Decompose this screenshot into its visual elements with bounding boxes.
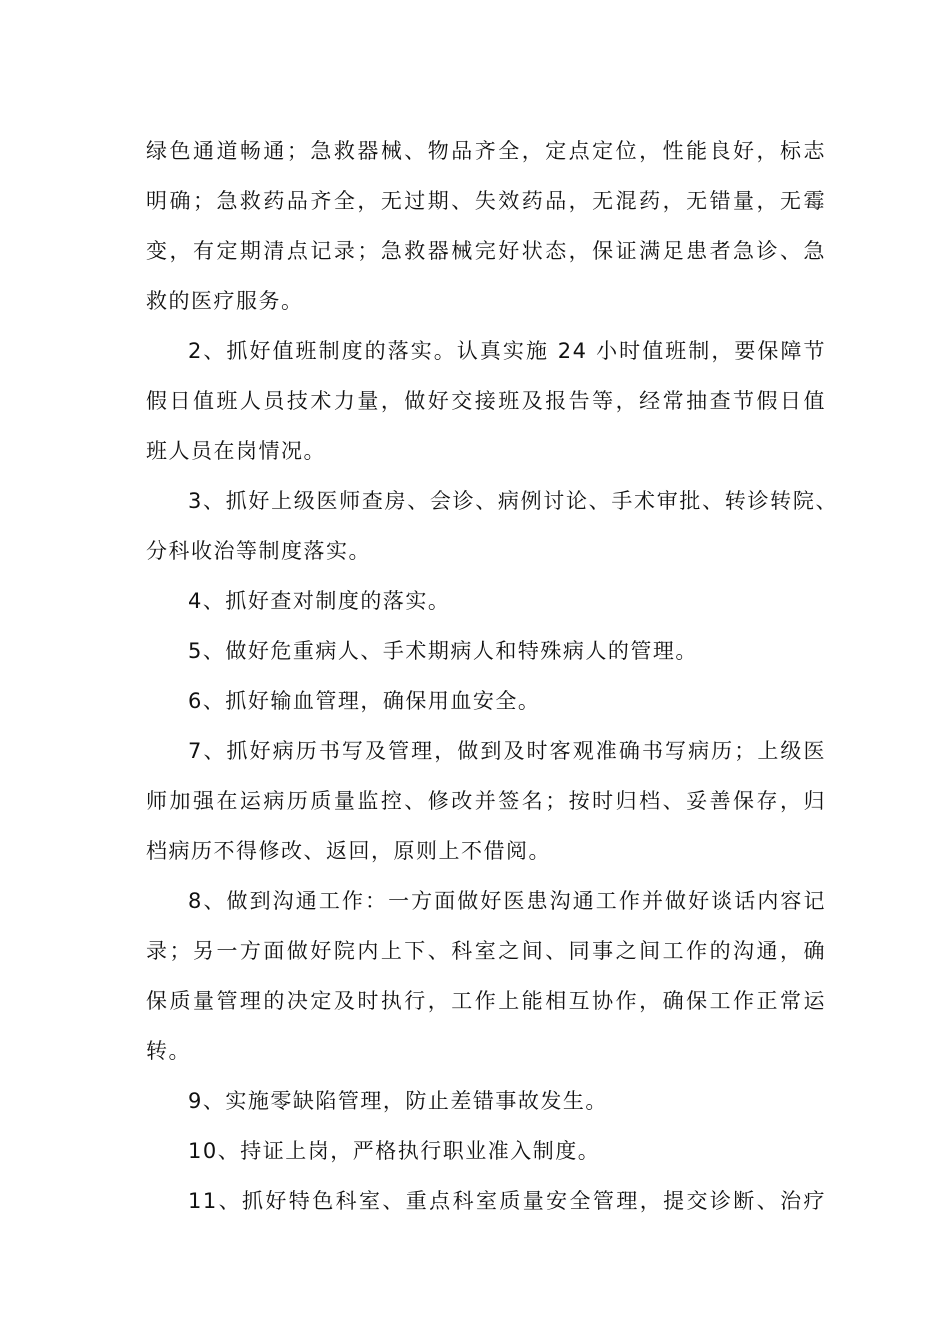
text-line: 录；另一方面做好院内上下、科室之间、同事之间工作的沟通，确 bbox=[146, 939, 826, 963]
paragraph-start-line: 4、抓好查对制度的落实。 bbox=[188, 589, 451, 613]
paragraph-start-line: 3、抓好上级医师查房、会诊、病例讨论、手术审批、转诊转院、 bbox=[188, 489, 838, 513]
text-line: 变，有定期清点记录；急救器械完好状态，保证满足患者急诊、急 bbox=[146, 239, 826, 263]
text-line: 分科收治等制度落实。 bbox=[146, 539, 371, 563]
paragraph-start-line: 5、做好危重病人、手术期病人和特殊病人的管理。 bbox=[188, 639, 698, 663]
paragraph-start-line: 6、抓好输血管理，确保用血安全。 bbox=[188, 689, 541, 713]
paragraph-start-line: 11、抓好特色科室、重点科室质量安全管理，提交诊断、治疗 bbox=[188, 1189, 826, 1213]
text-line: 档病历不得修改、返回，原则上不借阅。 bbox=[146, 839, 551, 863]
paragraph-start-line: 2、抓好值班制度的落实。认真实施 24 小时值班制，要保障节 bbox=[188, 339, 826, 363]
paragraph-start-line: 9、实施零缺陷管理，防止差错事故发生。 bbox=[188, 1089, 608, 1113]
text-line: 救的医疗服务。 bbox=[146, 289, 304, 313]
text-line: 绿色通道畅通；急救器械、物品齐全，定点定位，性能良好，标志 bbox=[146, 139, 826, 163]
text-line: 转。 bbox=[146, 1039, 191, 1063]
text-line: 保质量管理的决定及时执行，工作上能相互协作，确保工作正常运 bbox=[146, 989, 826, 1013]
text-line: 假日值班人员技术力量，做好交接班及报告等，经常抽查节假日值 bbox=[146, 389, 826, 413]
text-line: 明确；急救药品齐全，无过期、失效药品，无混药，无错量，无霉 bbox=[146, 189, 826, 213]
text-line: 班人员在岗情况。 bbox=[146, 439, 326, 463]
text-line: 师加强在运病历质量监控、修改并签名；按时归档、妥善保存，归 bbox=[146, 789, 826, 813]
paragraph-start-line: 10、持证上岗，严格执行职业准入制度。 bbox=[188, 1139, 601, 1163]
paragraph-start-line: 8、做到沟通工作：一方面做好医患沟通工作并做好谈话内容记 bbox=[188, 889, 826, 913]
paragraph-start-line: 7、抓好病历书写及管理，做到及时客观准确书写病历；上级医 bbox=[188, 739, 826, 763]
